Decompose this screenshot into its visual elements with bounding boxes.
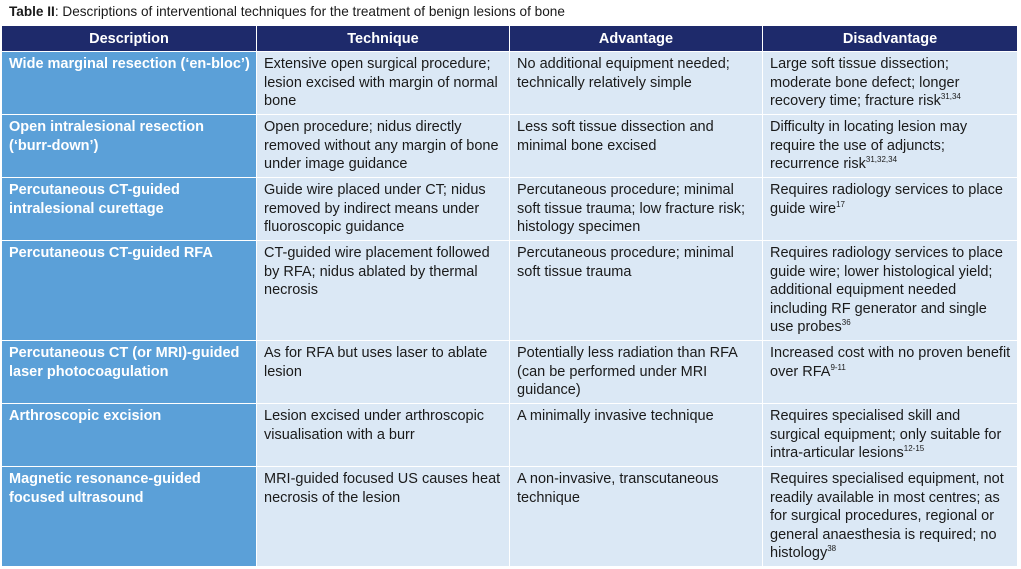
table-row	[2, 341, 1018, 404]
row-advantage: A minimally invasive technique	[510, 404, 763, 467]
row-technique: Extensive open surgical procedure; lesion excised with margin of normal bone	[257, 52, 510, 115]
row-disadvantage	[763, 467, 1018, 567]
disadvantage-text: Requires radiology services to place guide wire; lower histological yield; additional equipment needed including RF generator and single use probes	[770, 245, 1003, 335]
techniques-table	[1, 25, 1018, 567]
row-description: Magnetic resonance-guided focused ultrasound	[2, 467, 257, 567]
row-description: Percutaneous CT-guided RFA	[2, 241, 257, 341]
table-label: Table II	[9, 4, 55, 19]
row-advantage: Less soft tissue dissection and minimal bone excised	[510, 115, 763, 178]
row-description: Arthroscopic excision	[2, 404, 257, 467]
table-caption-text: : Descriptions of interventional techniques for the treatment of benign lesions of bone	[54, 4, 565, 19]
reference-superscript: 12-15	[903, 444, 925, 454]
row-disadvantage	[763, 115, 1018, 178]
table-caption	[9, 3, 565, 21]
table-row	[2, 404, 1018, 467]
row-advantage: Percutaneous procedure; minimal soft tissue trauma; low fracture risk; histology specimen	[510, 178, 763, 241]
row-technique: Guide wire placed under CT; nidus removed by indirect means under fluoroscopic guidance	[257, 178, 510, 241]
reference-superscript: 17	[836, 199, 845, 209]
row-technique: MRI-guided focused US causes heat necrosis of the lesion	[257, 467, 510, 567]
header-description: Description	[2, 26, 257, 52]
row-advantage: A non-invasive, transcutaneous technique	[510, 467, 763, 567]
header-technique: Technique	[257, 26, 510, 52]
row-disadvantage	[763, 241, 1018, 341]
row-advantage: Potentially less radiation than RFA (can be performed under MRI guidance)	[510, 341, 763, 404]
row-technique: As for RFA but uses laser to ablate lesion	[257, 341, 510, 404]
disadvantage-text: Increased cost with no proven benefit over RFA	[770, 345, 1011, 380]
table-row	[2, 178, 1018, 241]
row-disadvantage	[763, 178, 1018, 241]
table-row	[2, 467, 1018, 567]
reference-superscript: 36	[841, 318, 851, 328]
reference-superscript: 31,34	[940, 92, 961, 102]
table-row	[2, 52, 1018, 115]
header-row	[2, 26, 1018, 52]
reference-superscript: 9-11	[830, 362, 846, 372]
table-row	[2, 241, 1018, 341]
row-description: Wide marginal resection (‘en-bloc’)	[2, 52, 257, 115]
row-technique: Lesion excised under arthroscopic visualisation with a burr	[257, 404, 510, 467]
disadvantage-text: Difficulty in locating lesion may require the use of adjuncts; recurrence risk	[770, 119, 968, 172]
disadvantage-text: Requires radiology services to place guide wire	[770, 182, 1003, 217]
header-advantage: Advantage	[510, 26, 763, 52]
row-technique: Open procedure; nidus directly removed without any margin of bone under image guidance	[257, 115, 510, 178]
row-advantage: No additional equipment needed; technically relatively simple	[510, 52, 763, 115]
reference-superscript: 31,32,34	[865, 155, 898, 165]
header-disadvantage: Disadvantage	[763, 26, 1018, 52]
row-technique: CT-guided wire placement followed by RFA; nidus ablated by thermal necrosis	[257, 241, 510, 341]
reference-superscript: 38	[827, 544, 837, 554]
disadvantage-text: Large soft tissue dissection; moderate bone defect; longer recovery time; fracture risk	[770, 56, 960, 109]
row-disadvantage	[763, 404, 1018, 467]
disadvantage-text: Requires specialised skill and surgical equipment; only suitable for intra-articular lesions	[770, 408, 1002, 461]
row-description: Percutaneous CT-guided intralesional curettage	[2, 178, 257, 241]
row-disadvantage	[763, 341, 1018, 404]
row-advantage: Percutaneous procedure; minimal soft tissue trauma	[510, 241, 763, 341]
row-description: Percutaneous CT (or MRI)-guided laser photocoagulation	[2, 341, 257, 404]
row-disadvantage	[763, 52, 1018, 115]
table-row	[2, 115, 1018, 178]
row-description: Open intralesional resection (‘burr-down’)	[2, 115, 257, 178]
disadvantage-text: Requires specialised equipment, not readily available in most centres; as for surgical procedures, regional or general anaesthesia is required; no histology	[770, 471, 1004, 561]
